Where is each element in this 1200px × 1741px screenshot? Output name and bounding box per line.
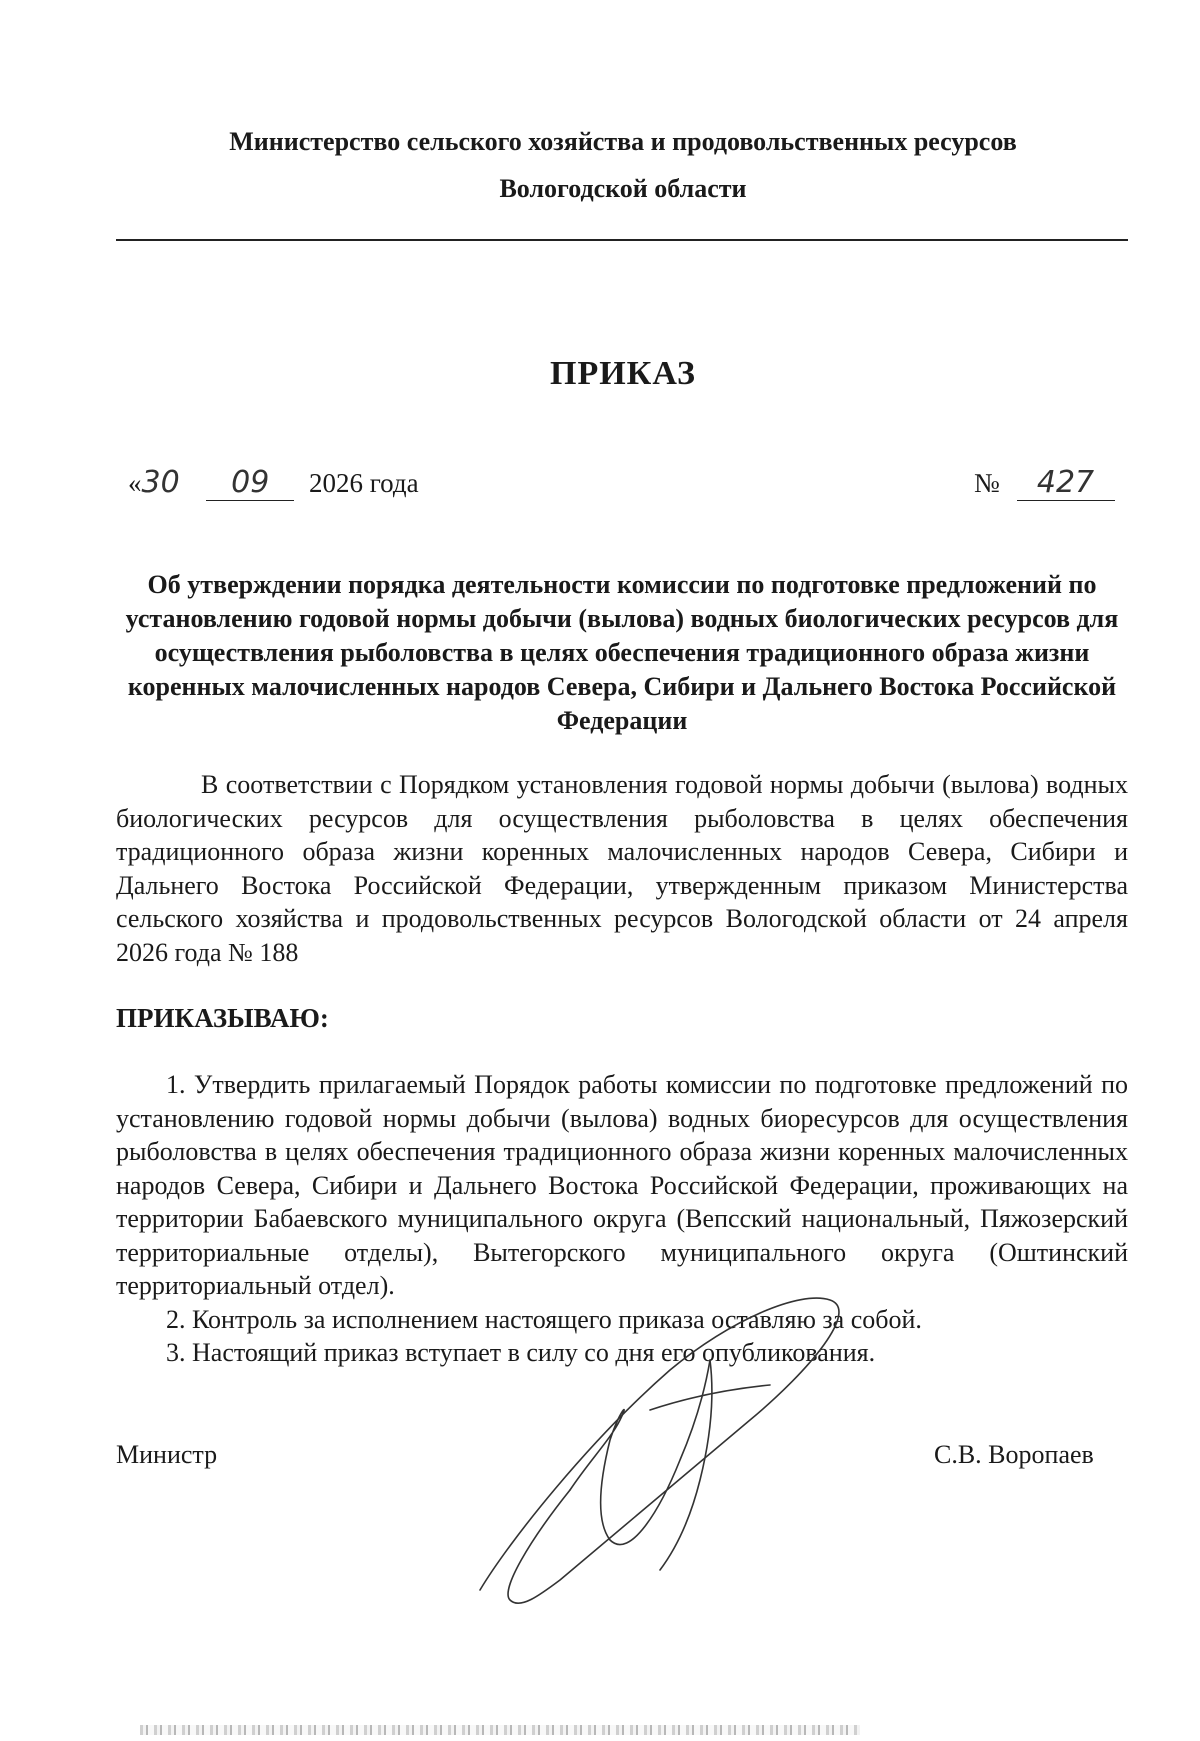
signatory-name: С.В. Воропаев bbox=[934, 1440, 1094, 1469]
handwritten-signature bbox=[470, 1290, 890, 1620]
order-item-2: 2. Контроль за исполнением настоящего приказа оставляю за собой. bbox=[166, 1304, 922, 1334]
order-number bbox=[974, 465, 1115, 501]
order-subject: Об утверждении порядка деятельности комиссии по подготовке предложений по установлению годовой нормы добычи (вылова) водных биологических ресурсов для осуществления рыболовства в целях обеспечения традиционного образа жизни коренных малочисленных народов Севера, Сибири и Дальнего Востока Российской Федерации bbox=[125, 570, 1119, 735]
order-item-1: 1. Утвердить прилагаемый Порядок работы комиссии по подготовке предложений по установлению годовой нормы добычи (вылова) водных биоресурсов для осуществления рыболовства в целях обеспечения традиционного образа жизни коренных малочисленных народов Севера, Сибири и Дальнего Востока Российской Федерации, проживающих на территории Бабаевского муниципального округа (Вепсский национальный, Пяжозерский территориальные отделы), Вытегорского муниципального округа (Оштинский территориальный отдел). bbox=[116, 1070, 1128, 1300]
ministry-name-line1: Министерство сельского хозяйства и продовольственных ресурсов bbox=[229, 127, 1017, 156]
date-year: 2026 года bbox=[309, 468, 419, 498]
number-value: 427 bbox=[1036, 465, 1095, 500]
header-divider bbox=[116, 239, 1128, 241]
number-label: № bbox=[974, 468, 1000, 498]
number-line bbox=[1017, 465, 1115, 501]
order-date bbox=[128, 465, 419, 501]
orders-heading: ПРИКАЗЫВАЮ: bbox=[116, 1003, 329, 1033]
preamble-paragraph: В соответствии с Порядком установления годовой нормы добычи (вылова) водных биологических ресурсов для осуществления рыболовства в целях обеспечения традиционного образа жизни коренных малочисленных народов Севера, Сибири и Дальнего Востока Российской Федерации, утвержденным приказом Министерства сельского хозяйства и продовольственных ресурсов Вологодской области от 24 апреля 2026 года № 188 bbox=[116, 770, 1128, 967]
ministry-name-line2: Вологодской области bbox=[499, 174, 747, 203]
order-item-3: 3. Настоящий приказ вступает в силу со дня его опубликования. bbox=[166, 1338, 876, 1367]
date-day: 30 bbox=[141, 465, 180, 500]
date-month: 09 bbox=[231, 465, 270, 500]
document-title: ПРИКАЗ bbox=[550, 355, 696, 392]
signatory-position: Министр bbox=[116, 1440, 218, 1469]
date-month-line bbox=[206, 465, 294, 501]
scan-edge-artifact bbox=[140, 1725, 860, 1735]
date-open-quote: « bbox=[128, 468, 142, 498]
